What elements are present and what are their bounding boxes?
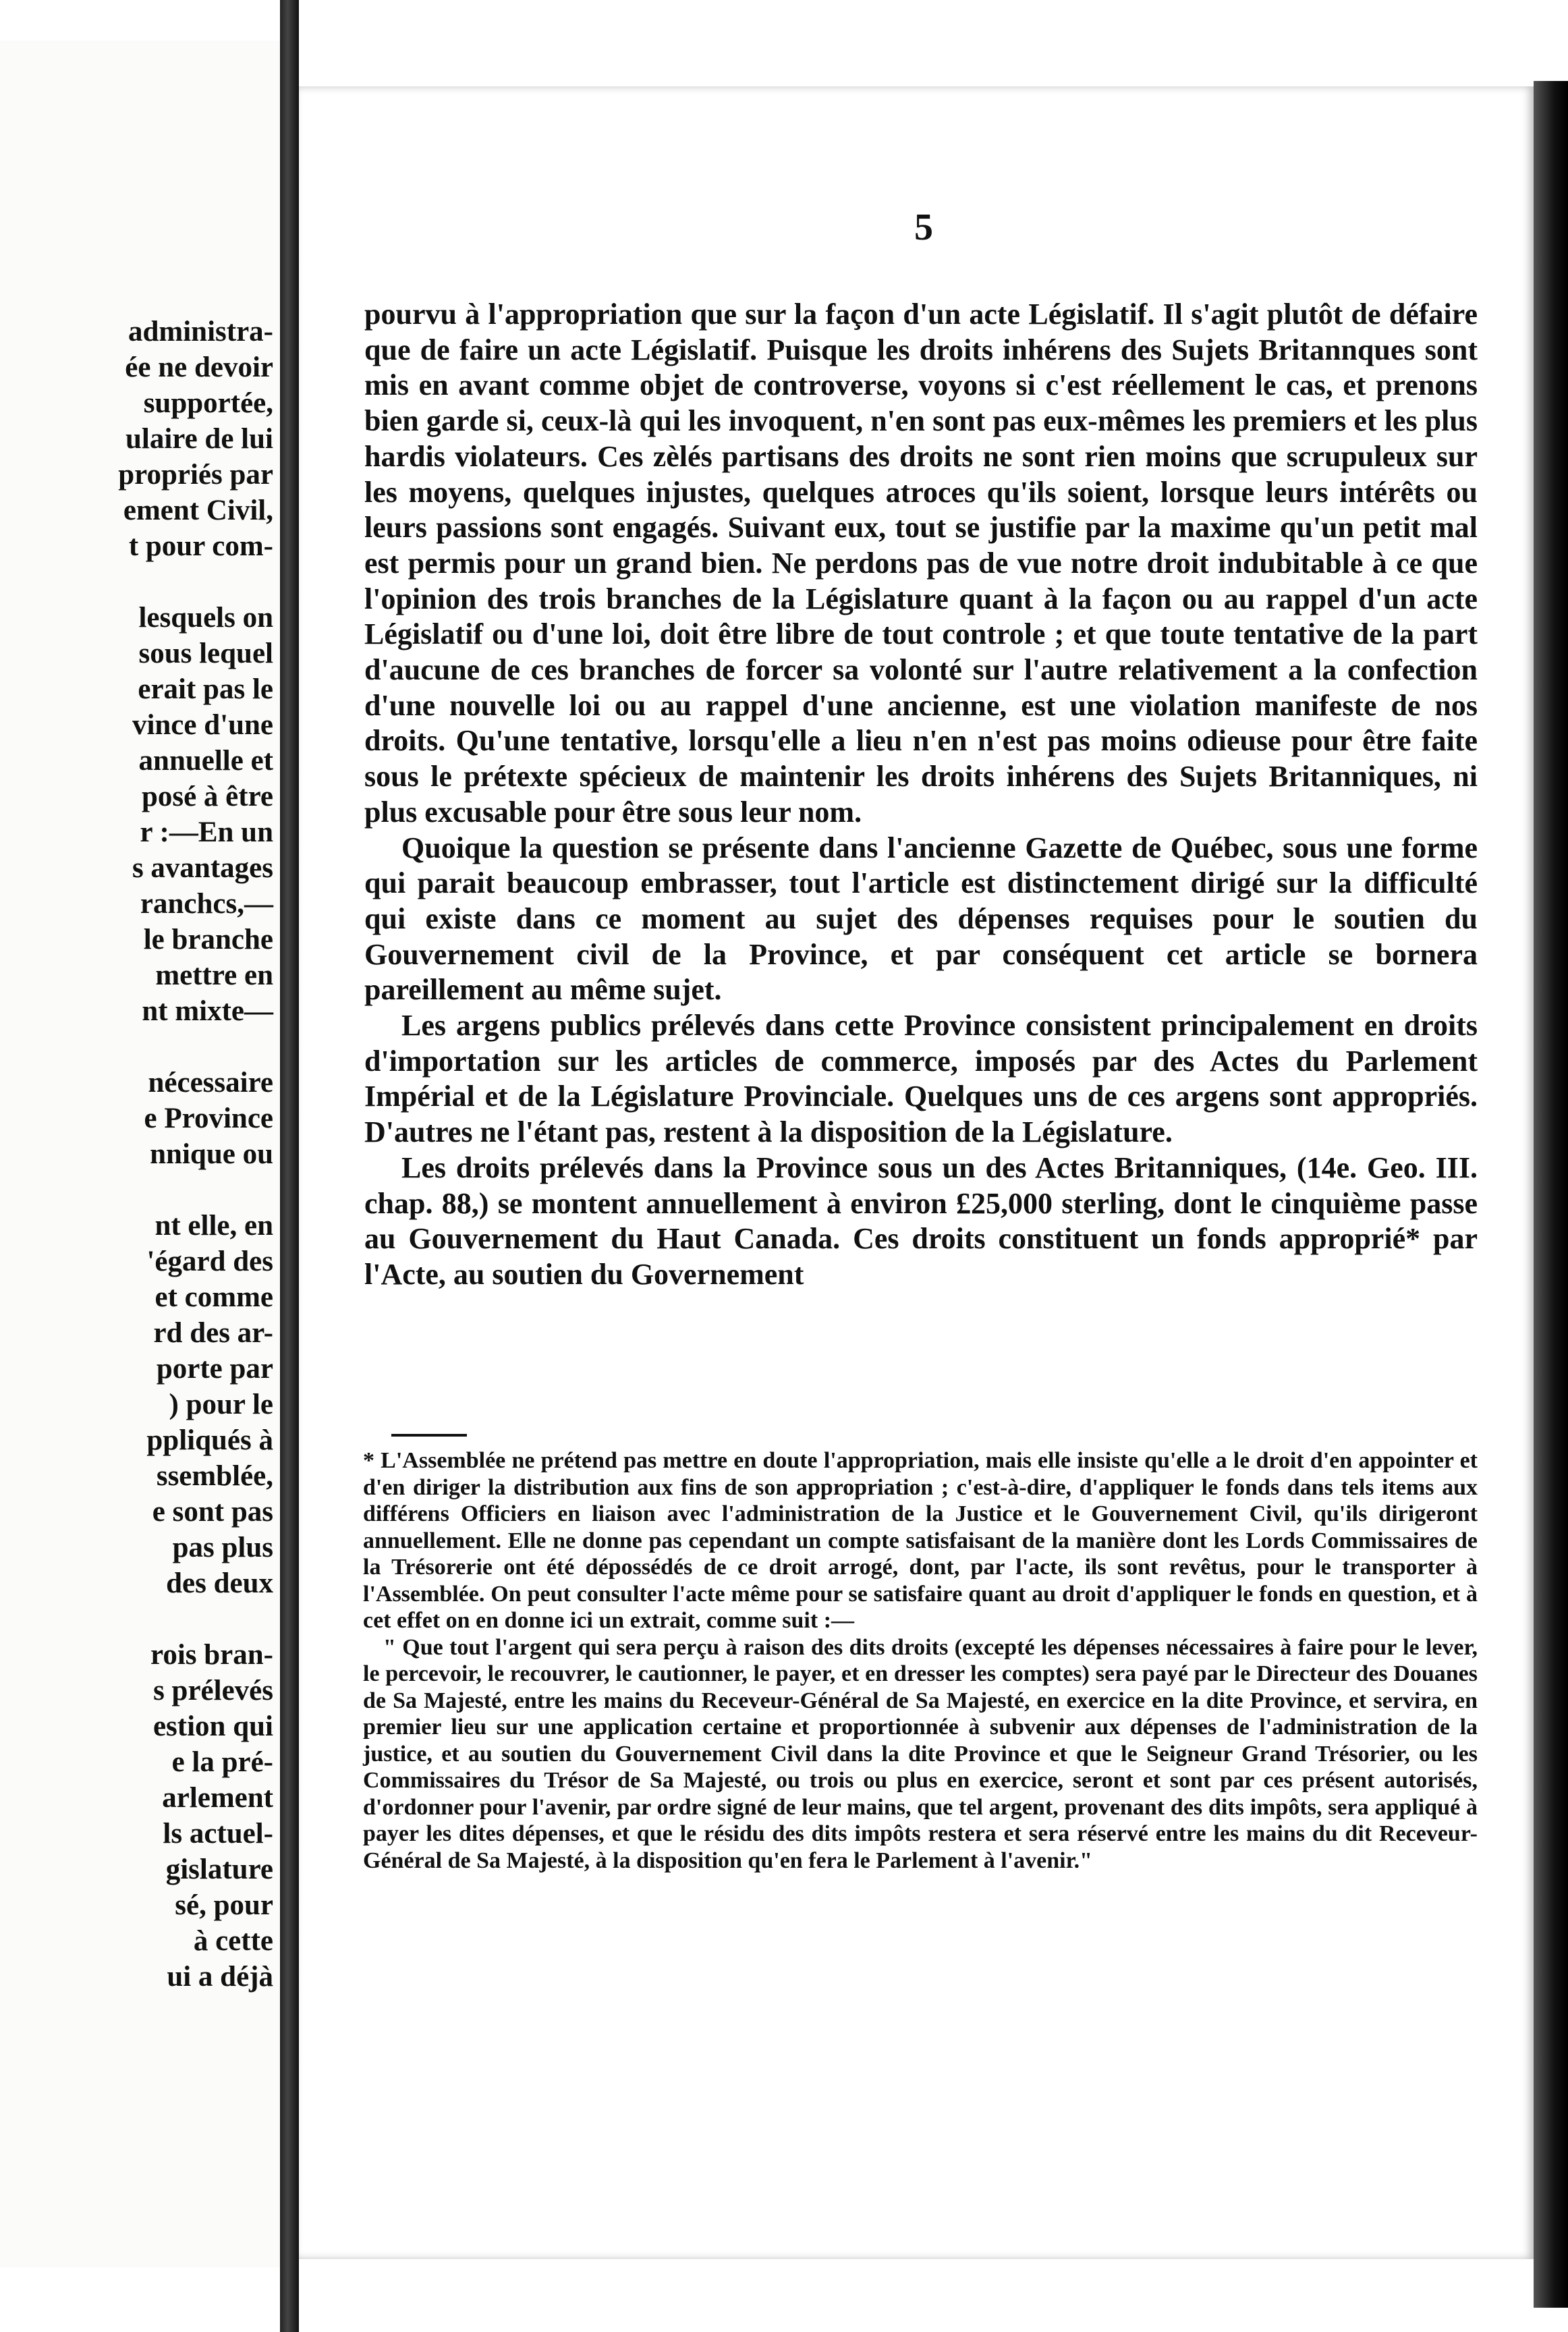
paragraph: Les argens publics prélevés dans cette Province consistent principalement en droits d'importation sur les articles de commerce, imposés par des Actes du Parlement Impérial et de la Législature Provinciale. Quelques uns de ces argens sont appropriés. D'autres ne l'étant pas, restent à la disposition de la Législature. [364,1009,1478,1149]
previous-page-line: r :—En un [140,816,273,848]
previous-page-line: ssemblée, [156,1460,273,1492]
previous-page-line [17,1601,273,1637]
previous-page-line: t pour com- [128,530,273,562]
previous-page-line: pas plus [172,1532,273,1563]
paragraph: Quoique la question se présente dans l'ancienne Gazette de Québec, sous une forme qui parait beaucoup embrasser, tout l'article est distinctement dirigé sur la difficulté qui existe dans ce moment au sujet des dépenses requises pour le soutien du Gouvernement civil de la Province, et par conséquent cet article se bornera pareillement au même sujet. [364,831,1478,1007]
previous-page-line: sous lequel [138,638,273,669]
previous-page-line: supportée, [143,387,273,419]
previous-page-line: administra- [128,316,273,348]
previous-page-line: le branche [143,924,273,955]
previous-page-line: propriés par [118,459,273,491]
previous-page-line: ranchcs,— [140,888,273,920]
previous-page-line [17,1029,273,1065]
paragraph: Les droits prélevés dans la Province sous un des Actes Britanniques, (14e. Geo. III. chap. 88,) se montent annuellement à environ £25,000 sterling, dont le cinquième passe au Gouvernement du Haut Canada. Ces droits constituent un fonds approprié* par l'Acte, au soutien du Governement [364,1150,1478,1291]
previous-page-line: mettre en [155,960,273,991]
previous-page-line [17,564,273,600]
page-number: 5 [914,206,933,248]
previous-page-line: rd des ar- [153,1317,273,1349]
previous-page-line: nt elle, en [155,1210,273,1242]
previous-page-line: e sont pas [152,1496,273,1528]
previous-page-line: et comme [155,1281,273,1313]
previous-page-line: porte par [156,1353,273,1385]
previous-page-line: ée ne devoir [125,352,273,383]
page-edge-shadow [1534,81,1568,2308]
previous-page-fragment [0,40,282,2267]
previous-page-line: gislature [165,1854,273,1885]
previous-page-line: vince d'une [132,709,273,741]
previous-page-line: ulaire de lui [125,423,273,455]
footnote-quotation: " Que tout l'argent qui sera perçu à raison des dits droits (excepté les dépenses nécessaires à faire pour le lever, le percevoir, le recouvrer, le cautionner, le payer, et en dresser les comptes) sera payé par le Directeur des Douanes de Sa Majesté, entre les mains du Receveur-Général de Sa Majesté, en exercice en la dite Province, et servira, en premier lieu sur une application certaine et proportionnée à subvenir aux dépenses de l'administration de la justice, et au soutien du Gouvernement Civil dans la dite Province et que le Seigneur Grand Trésorier, ou les Commissaires du Trésor de Sa Majesté, ou trois ou plus en exercice, seront et sont par ces présent autorisés, d'ordonner pour l'avenir, par ordre signé de leur mains, que tel argent, provenant des dits impôts, sera appliqué à payer les dites dépenses, et que le résidu des dits impôts restera et sera réservé entre les mains du dit Receveur-Général de Sa Majesté, à la disposition qu'en fera le Parlement à l'avenir." [363,1634,1478,1873]
previous-page-line: s prélevés [153,1675,273,1706]
previous-page-line: e Province [144,1103,273,1134]
previous-page-line: ui a déjà [167,1961,273,1993]
previous-page-line: posé à être [141,781,273,812]
body-text [364,297,1478,1293]
previous-page-line: arlement [162,1782,273,1814]
previous-page-line: nécessaire [148,1067,273,1099]
previous-page-line: ement Civil, [123,495,273,526]
previous-page-line: annuelle et [138,745,273,777]
previous-page-line: rois bran- [150,1639,273,1671]
previous-page-line: estion qui [152,1711,273,1742]
book-gutter [280,0,299,2332]
footnote-rule [391,1434,467,1437]
paragraph: pourvu à l'appropriation que sur la façon d'un acte Législatif. Il s'agit plutôt de défaire que de faire un acte Législatif. Puisque les droits inhérens des Sujets Britannques sont mis en avant comme objet de controverse, voyons si c'est réellement le cas, et prenons bien garde si, ceux-là qui les invoquent, n'en sont pas eux-mêmes les premiers et les plus hardis violateurs. Ces zèlés partisans des droits ne sont rien moins que scrupuleux sur les moyens, quelques injustes, quelques atroces qu'ils soient, lorsque leurs intérêts ou leurs passions sont engagés. Suivant eux, tout se justifie par la maxime qu'un petit mal est permis pour un grand bien. Ne perdons pas de vue notre droit indubitable à ce que l'opinion des trois branches de la Législature quant à la façon ou au rappel d'un acte Législatif ou d'une loi, doit être libre de tout controle ; et que toute tentative de la part d'aucune de ces branches de forcer sa volonté sur l'autre relativement a la confection d'une nouvelle loi ou au rappel d'une ancienne, est une violation manifeste de nos droits. Qu'une tentative, lorsqu'elle a lieu n'en n'est pas moins odieuse pour être faite sous le prétexte spécieux de maintenir les droits inhérens des Sujets Britanniques, ni plus excusable pour être sous leur nom. [364,298,1478,829]
previous-page-text [17,314,273,1995]
previous-page-line: sé, pour [175,1889,273,1921]
previous-page-line: 'égard des [146,1246,273,1277]
previous-page-line [17,1172,273,1208]
previous-page-line: erait pas le [138,673,273,705]
previous-page-line: ) pour le [169,1389,273,1420]
previous-page-line: nt mixte— [142,995,273,1027]
previous-page-line: nnique ou [150,1138,273,1170]
previous-page-line: e la pré- [171,1746,273,1778]
previous-page-line: ls actuel- [163,1818,273,1850]
previous-page-line: lesquels on [138,602,273,634]
footnote-paragraph: * L'Assemblée ne prétend pas mettre en doute l'appropriation, mais elle insiste qu'elle a le droit d'en appointer et d'en diriger la distribution aux fins de son appropriation ; c'est-à-dire, d'appliquer le fonds dans tels items aux différens Officiers en liaison avec l'administration de la Justice et le Gouvernement Civil, qu'ils dirigeront annuellement. Elle ne donne pas cependant un compte satisfaisant de la manière dont les Lords Commissaires de la Trésorerie ont été dépossédés de ce droit arrogé, dont, par l'acte, ils sont revêtus, pour le transporter à l'Assemblée. On peut consulter l'acte même pour se satisfaire quant au droit d'appliquer le fonds en question, et à cet effet on en donne ici un extrait, comme suit :— [363,1448,1478,1633]
previous-page-line: s avantages [132,852,273,884]
footnote [363,1447,1478,1874]
previous-page-line: à cette [193,1925,273,1957]
previous-page-line: ppliqués à [146,1424,273,1456]
previous-page-line: des deux [166,1567,273,1599]
